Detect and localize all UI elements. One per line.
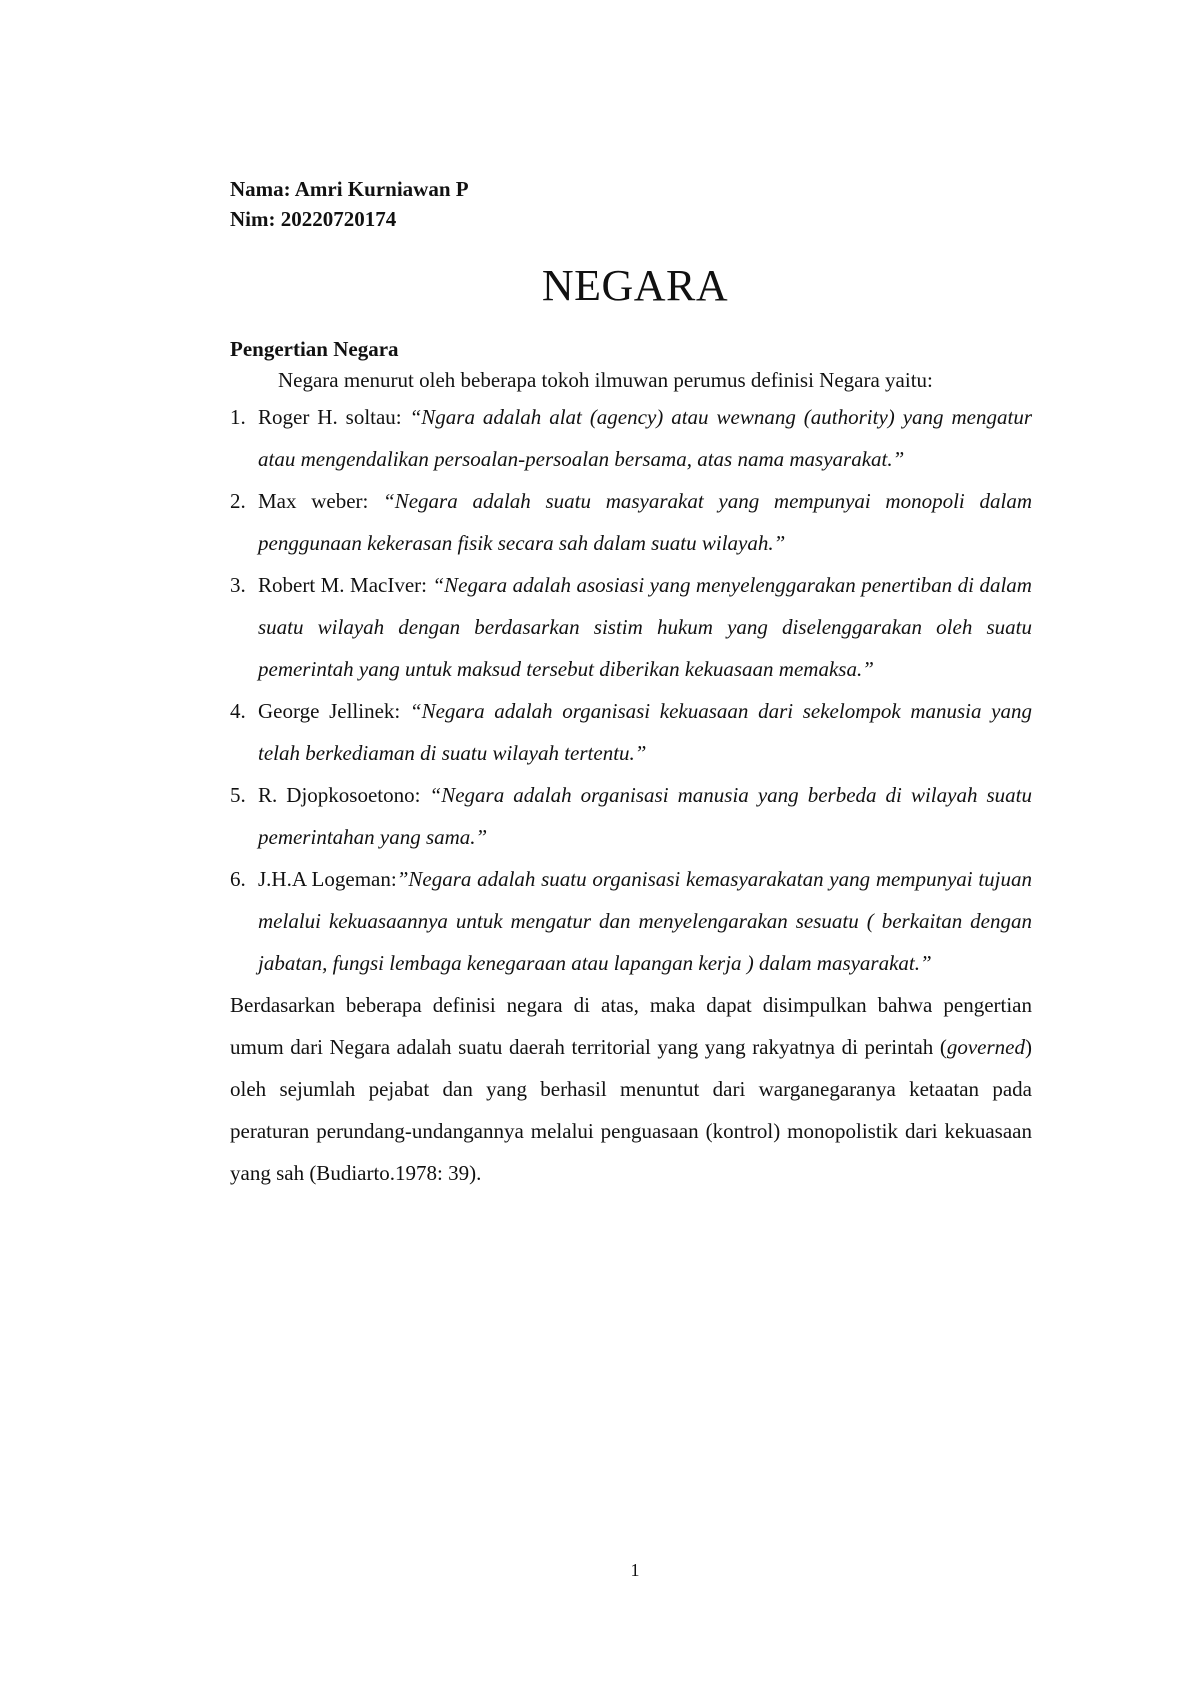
definition-number: 6.: [230, 867, 246, 891]
student-header: [230, 174, 469, 234]
intro-paragraph: Negara menurut oleh beberapa tokoh ilmuwan perumus definisi Negara yaitu:: [278, 368, 933, 392]
student-nim: Nim: 20220720174: [230, 207, 397, 231]
definition-item-3: [230, 564, 1032, 690]
definition-list: [230, 396, 1032, 984]
definition-item-6: [230, 858, 1032, 984]
definition-author: Max weber:: [258, 489, 369, 513]
definition-text: [258, 858, 1032, 984]
definition-text: [258, 774, 1032, 858]
definition-author: J.H.A Logeman:: [258, 867, 397, 891]
definition-quote: “Ngara adalah alat (agency) atau wewnang (authority) yang mengatur atau mengendalikan persoalan-persoalan bersama, atas nama masyarakat.”: [258, 405, 1032, 471]
conclusion-text-start: Berdasarkan beberapa definisi negara di atas, maka dapat disimpulkan bahwa pengertian umum dari Negara adalah suatu daerah territorial yang yang rakyatnya di perintah (: [230, 993, 1032, 1059]
definition-author: Roger H. soltau:: [258, 405, 402, 429]
definition-quote: “Negara adalah suatu masyarakat yang mempunyai monopoli dalam penggunaan kekerasan fisik secara sah dalam suatu wilayah.”: [258, 489, 1032, 555]
definition-text: [258, 396, 1032, 480]
definition-quote: “Negara adalah organisasi manusia yang berbeda di wilayah suatu pemerintahan yang sama.”: [258, 783, 1032, 849]
conclusion-emphasis: governed: [946, 1035, 1025, 1059]
definition-item-4: [230, 690, 1032, 774]
conclusion-text-end: ) oleh sejumlah pejabat dan yang berhasil menuntut dari warganegaranya ketaatan pada peraturan perundang-undangannya melalui penguasaan (kontrol) monopolistik dari kekuasaan yang sah (Budiarto.1978: 39).: [230, 1035, 1032, 1185]
definition-item-1: [230, 396, 1032, 480]
definition-number: 1.: [230, 405, 246, 429]
definition-quote: ”Negara adalah suatu organisasi kemasyarakatan yang mempunyai tujuan melalui kekuasaannya untuk mengatur dan menyelengarakan sesuatu ( berkaitan dengan jabatan, fungsi lembaga kenegaraan atau lapangan kerja ) dalam masyarakat.”: [258, 867, 1033, 975]
definition-author: George Jellinek:: [258, 699, 401, 723]
main-content: [230, 334, 1032, 1194]
definition-text: [258, 564, 1032, 690]
student-name: Nama: Amri Kurniawan P: [230, 177, 469, 201]
definition-author: Robert M. MacIver:: [258, 573, 427, 597]
definition-item-5: [230, 774, 1032, 858]
page-number: 1: [630, 1560, 640, 1580]
definition-number: 2.: [230, 489, 246, 513]
definition-number: 3.: [230, 573, 246, 597]
definition-item-2: [230, 480, 1032, 564]
section-heading: Pengertian Negara: [230, 337, 399, 361]
definition-text: [258, 690, 1032, 774]
document-title: NEGARA: [541, 261, 729, 310]
definition-quote: “Negara adalah organisasi kekuasaan dari sekelompok manusia yang telah berkediaman di suatu wilayah tertentu.”: [258, 699, 1032, 765]
definition-author: R. Djopkosoetono:: [258, 783, 421, 807]
conclusion-paragraph: [230, 984, 1032, 1194]
definition-quote: “Negara adalah asosiasi yang menyelenggarakan penertiban di dalam suatu wilayah dengan berdasarkan sistim hukum yang diselenggarakan oleh suatu pemerintah yang untuk maksud tersebut diberikan kekuasaan memaksa.”: [258, 573, 1032, 681]
definition-text: [258, 480, 1032, 564]
definition-number: 4.: [230, 699, 246, 723]
definition-number: 5.: [230, 783, 246, 807]
